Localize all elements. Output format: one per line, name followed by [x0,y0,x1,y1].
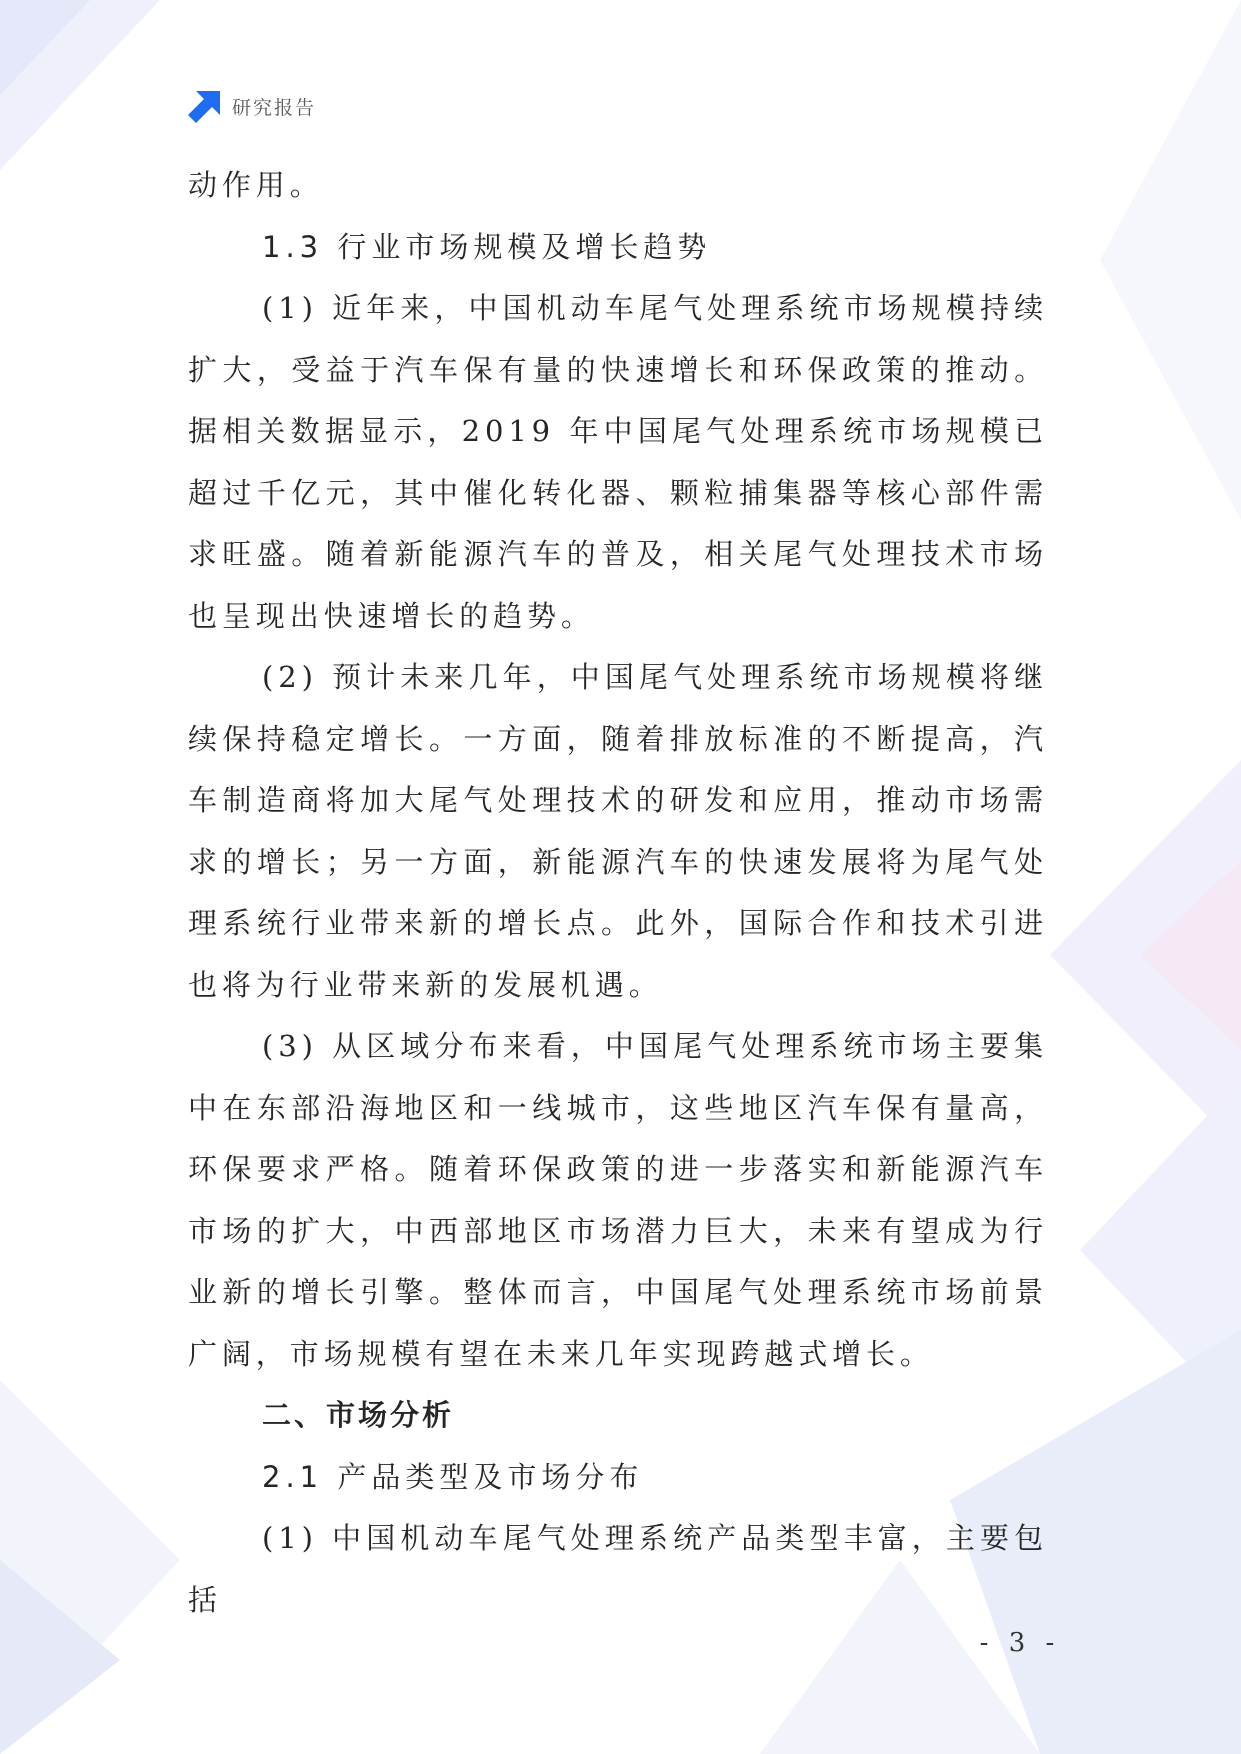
chapter-heading-2: 二、市场分析 [262,1398,455,1432]
paragraph-2: (2) 预计未来几年，中国尾气处理系统市场规模将继续保持稳定增长。一方面，随着排放标准的不断提高，汽车制造商将加大尾气处理技术的研发和应用，推动市场需求的增长；另一方面，新能源汽车的快速发展将为尾气处理系统行业带来新的增长点。此外，国际合作和技术引进也将为行业带来新的发展机遇。 [188,660,1048,1002]
arrow-up-right-icon [188,89,222,123]
paragraph-continuation: 动作用。 [188,168,324,202]
section-heading-1-3: 1.3 行业市场规模及增长趋势 [262,229,712,264]
paragraph-3: (3) 从区域分布来看，中国尾气处理系统市场主要集中在东部沿海地区和一线城市，这些地区汽车保有量高，环保要求严格。随着环保政策的进一步落实和新能源汽车市场的扩大，中西部地区市场潜力巨大，未来有望成为行业新的增长引擎。整体而言，中国尾气处理系统市场前景广阔，市场规模有望在未来几年实现跨越式增长。 [188,1029,1048,1371]
paragraph-4: (1) 中国机动车尾气处理系统产品类型丰富，主要包括 [188,1521,1048,1617]
document-body [188,155,1048,1631]
header-title: 研究报告 [232,96,317,119]
report-header [188,88,316,124]
section-heading-2-1: 2.1 产品类型及市场分布 [262,1459,644,1494]
paragraph-1: (1) 近年来，中国机动车尾气处理系统市场规模持续扩大，受益于汽车保有量的快速增长和环保政策的推动。据相关数据显示，2019 年中国尾气处理系统市场规模已超过千亿元，其中催化转化器、颗粒捕集器等核心部件需求旺盛。随着新能源汽车的普及，相关尾气处理技术市场也呈现出快速增长的趋势。 [188,291,1048,633]
page-number: - 3 - [979,1628,1061,1658]
